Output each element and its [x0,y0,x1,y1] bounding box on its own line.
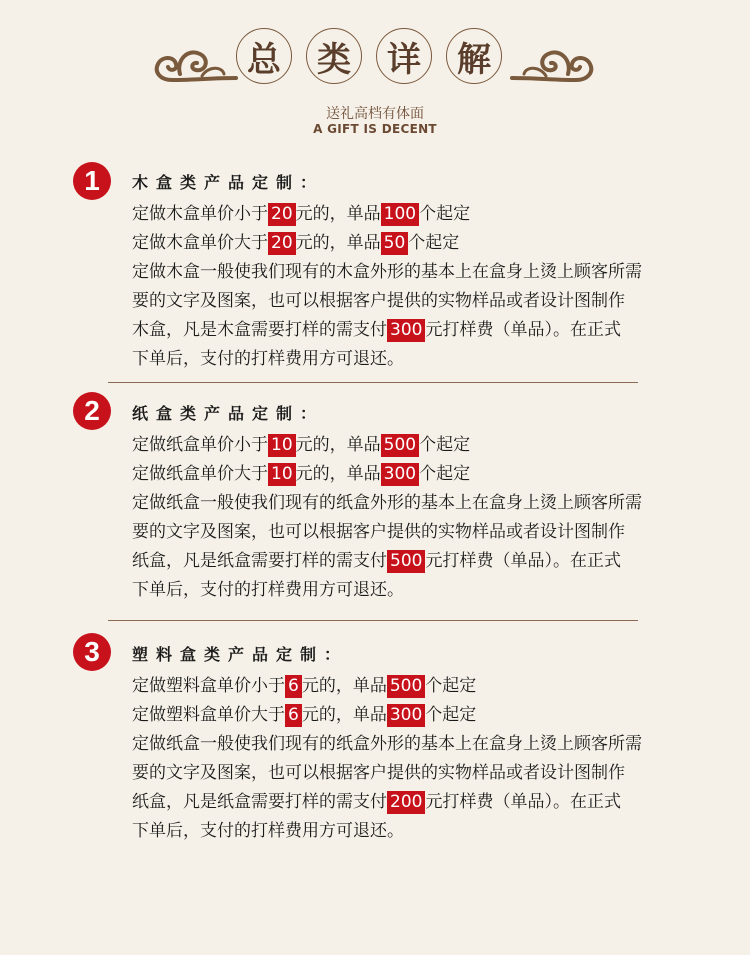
text-segment: 定做木盒一般使我们现有的木盒外形的基本上在盒身上烫上顾客所需 [132,262,642,282]
text-segment: 定做纸盒单价大于 [132,464,268,484]
header [0,0,750,145]
text-segment: 定做纸盒一般使我们现有的纸盒外形的基本上在盒身上烫上顾客所需 [132,493,642,513]
text-segment: 个起定 [419,464,471,484]
title-char-4: 解 [446,28,502,84]
text-line [132,489,692,518]
highlight-value: 500 [387,675,425,698]
text-segment: 元打样费（单品）。在正式 [425,551,621,571]
text-line [132,672,692,701]
section-title-circles [236,28,514,86]
text-segment: 个起定 [419,204,471,224]
text-segment: 个起定 [408,233,460,253]
highlight-value: 6 [285,675,302,698]
text-line [132,287,692,316]
highlight-value: 20 [268,203,296,226]
cloud-ornament-right-icon [510,40,596,90]
text-segment: 个起定 [419,435,471,455]
highlight-value: 20 [268,232,296,255]
text-line [132,518,692,547]
text-line [132,701,692,730]
section-divider [108,382,638,383]
text-line [132,431,692,460]
text-line [132,730,692,759]
text-segment: 定做纸盒单价小于 [132,435,268,455]
section-title-wood-box: 木盒类产品定制： [132,173,325,192]
text-line [132,229,692,258]
text-segment: 个起定 [425,676,477,696]
title-char-2: 类 [306,28,362,84]
section-number-badge-3: 3 [73,633,111,671]
text-line [132,258,692,287]
text-segment: 元的，单品 [295,435,381,455]
text-segment: 定做塑料盒单价大于 [132,705,285,725]
text-segment: 定做木盒单价大于 [132,233,268,253]
highlight-value: 10 [268,463,296,486]
text-segment: 纸盒，凡是纸盒需要打样的需支付 [132,551,387,571]
subtitle-english: A GIFT IS DECENT [313,122,437,136]
section-title-plastic-box: 塑料盒类产品定制： [132,645,349,664]
section-number-badge-2: 2 [73,392,111,430]
section-title-paper-box: 纸盒类产品定制： [132,404,325,423]
highlight-value: 500 [387,550,425,573]
text-line [132,316,692,345]
highlight-value: 300 [381,463,419,486]
text-segment: 个起定 [425,705,477,725]
text-segment: 下单后，支付的打样费用方可退还。 [132,821,404,841]
subtitle-chinese: 送礼高档有体面 [326,106,424,122]
cloud-ornament-left-icon [152,40,238,90]
text-segment: 定做塑料盒单价小于 [132,676,285,696]
text-segment: 元的，单品 [301,705,387,725]
highlight-value: 50 [381,232,409,255]
highlight-value: 6 [285,704,302,727]
text-segment: 元的，单品 [301,676,387,696]
section-body-plastic-box [132,672,692,846]
text-segment: 元打样费（单品）。在正式 [425,792,621,812]
section-body-paper-box [132,431,692,605]
text-segment: 要的文字及图案，也可以根据客户提供的实物样品或者设计图制作 [132,522,625,542]
text-line [132,460,692,489]
section-number-badge-1: 1 [73,162,111,200]
text-segment: 纸盒，凡是纸盒需要打样的需支付 [132,792,387,812]
title-char-3: 详 [376,28,432,84]
text-segment: 元的，单品 [295,204,381,224]
section-divider [108,620,638,621]
text-segment: 下单后，支付的打样费用方可退还。 [132,580,404,600]
text-line [132,345,692,374]
highlight-value: 10 [268,434,296,457]
highlight-value: 500 [381,434,419,457]
text-line [132,200,692,229]
text-line [132,547,692,576]
text-segment: 要的文字及图案，也可以根据客户提供的实物样品或者设计图制作 [132,291,625,311]
text-segment: 木盒，凡是木盒需要打样的需支付 [132,320,387,340]
section-body-wood-box [132,200,692,374]
text-segment: 定做木盒单价小于 [132,204,268,224]
text-segment: 元的，单品 [295,233,381,253]
text-segment: 下单后，支付的打样费用方可退还。 [132,349,404,369]
highlight-value: 200 [387,791,425,814]
highlight-value: 300 [387,704,425,727]
text-segment: 定做纸盒一般使我们现有的纸盒外形的基本上在盒身上烫上顾客所需 [132,734,642,754]
text-segment: 要的文字及图案，也可以根据客户提供的实物样品或者设计图制作 [132,763,625,783]
text-segment: 元的，单品 [295,464,381,484]
highlight-value: 300 [387,319,425,342]
text-line [132,759,692,788]
text-segment: 元打样费（单品）。在正式 [425,320,621,340]
text-line [132,576,692,605]
highlight-value: 100 [381,203,419,226]
text-line [132,817,692,846]
title-char-1: 总 [236,28,292,84]
text-line [132,788,692,817]
